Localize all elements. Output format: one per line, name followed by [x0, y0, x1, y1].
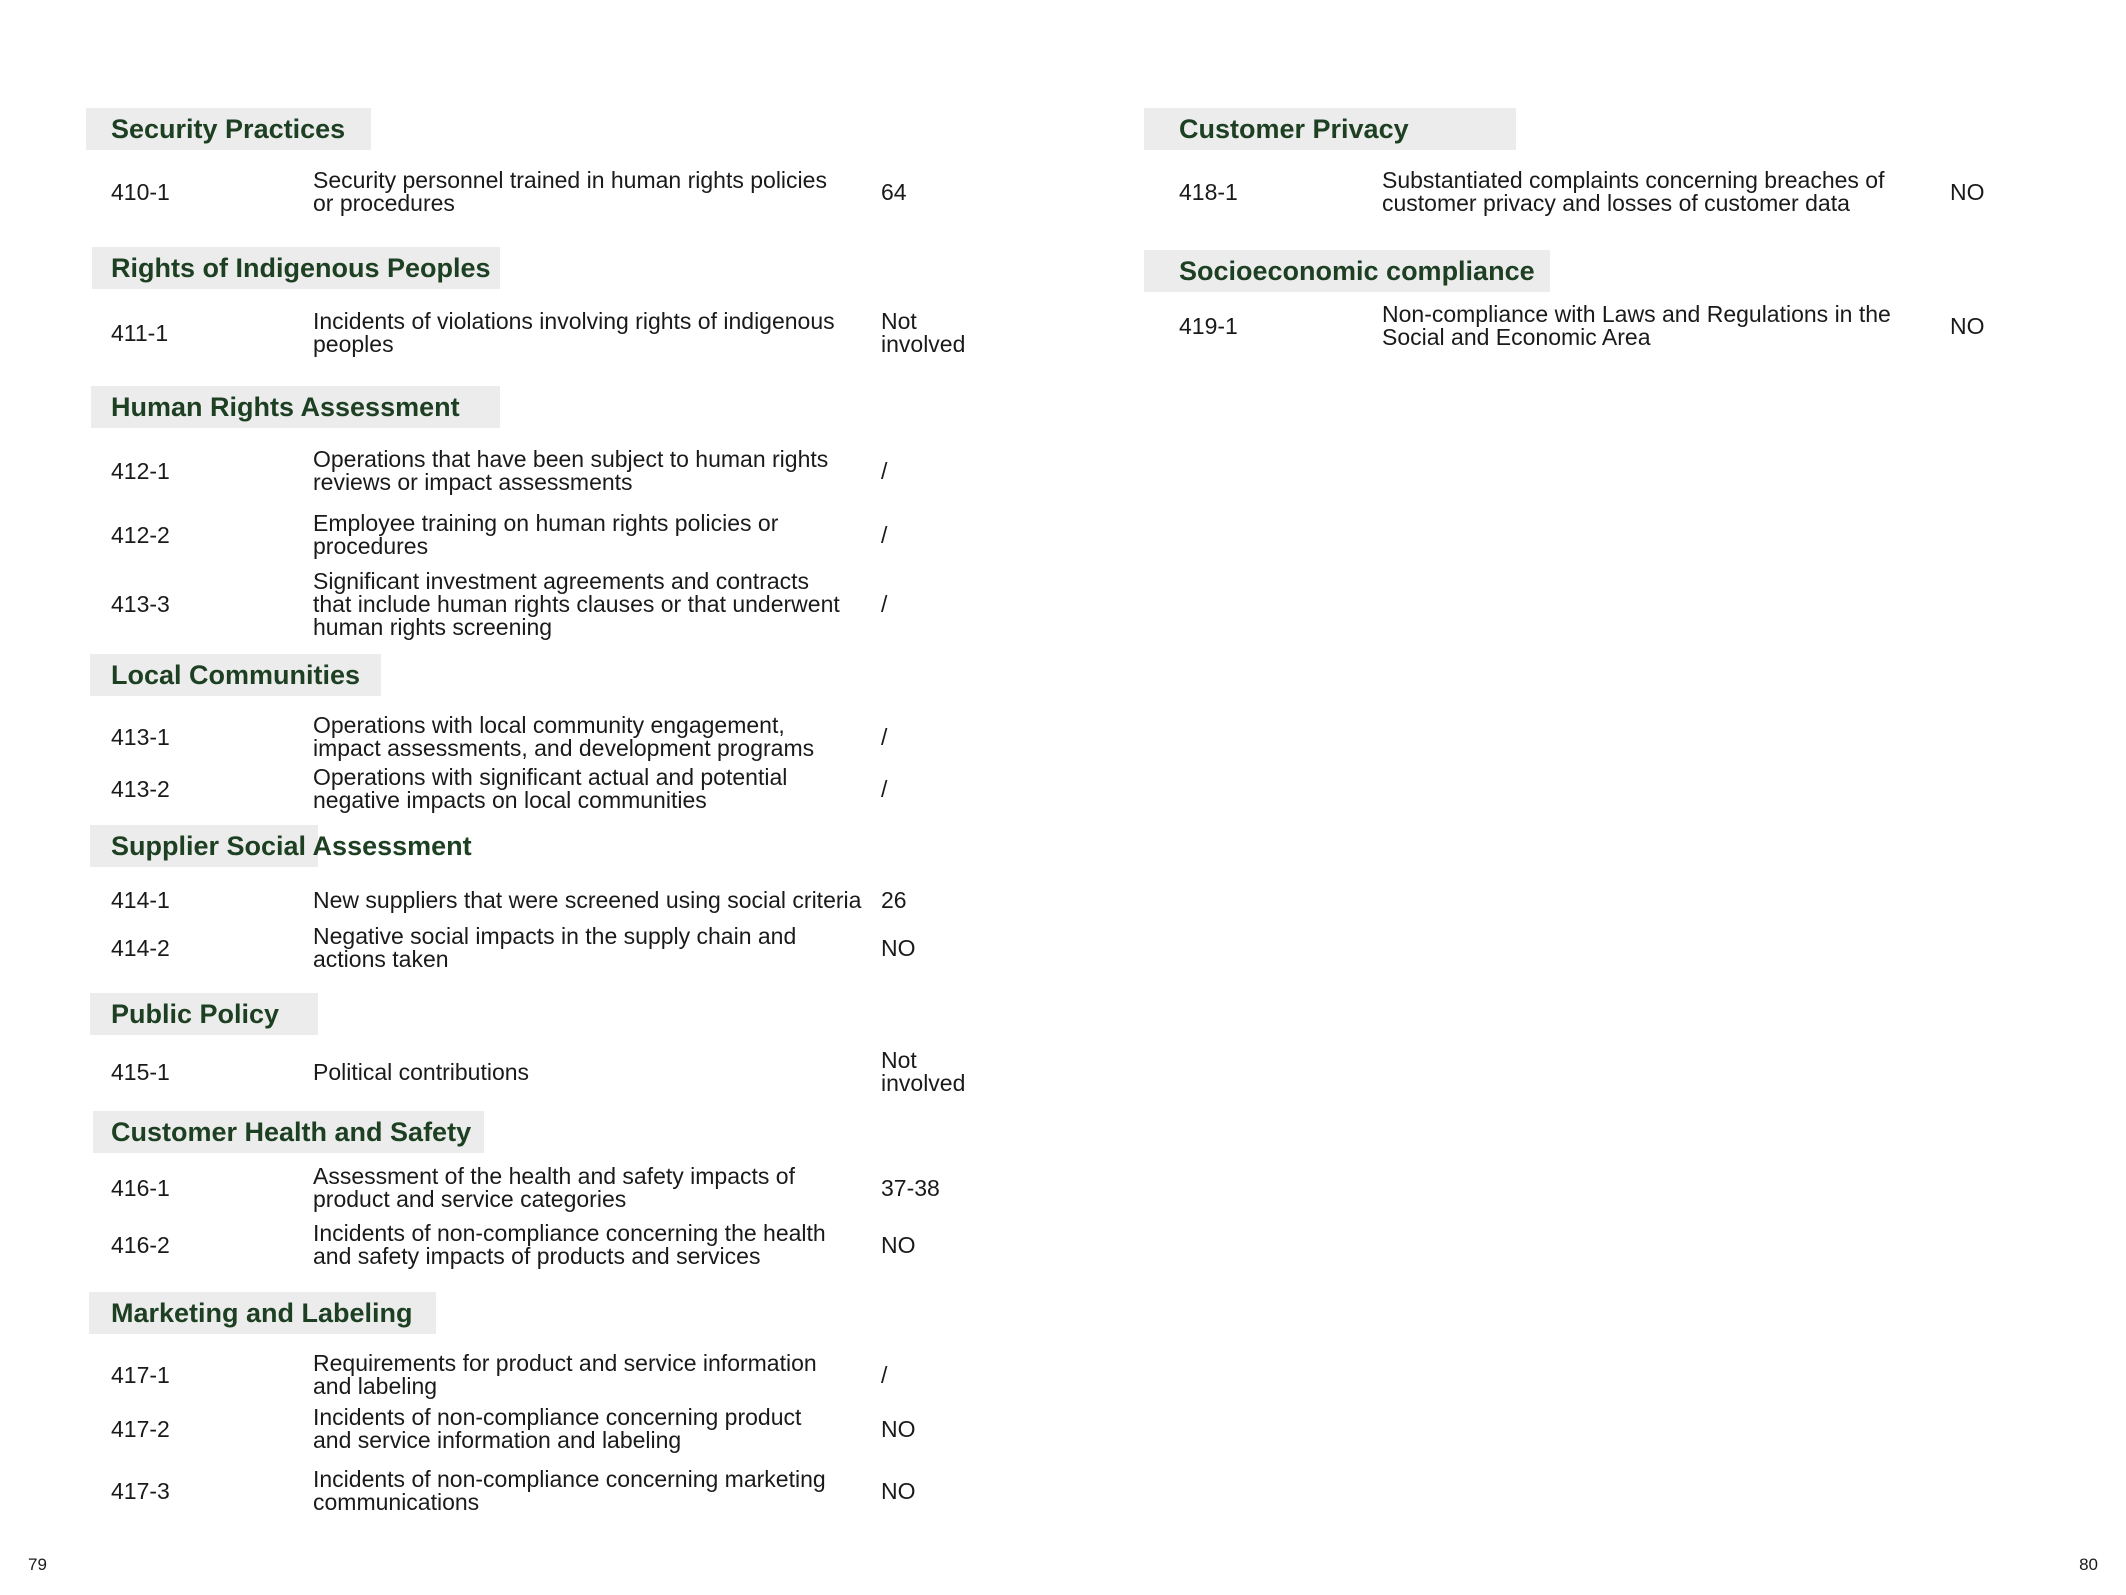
disclosure-description: Incidents of violations involving rights of indigenous peoples [313, 308, 835, 357]
section-header [90, 654, 381, 696]
disclosure-code: 413-2 [111, 775, 170, 802]
disclosure-description: Security personnel trained in human rights policies or procedures [313, 167, 827, 216]
disclosure-description: Incidents of non-compliance concerning product and service information and labeling [313, 1404, 802, 1453]
disclosure-description: New suppliers that were screened using social criteria [313, 886, 862, 913]
section-header [1144, 108, 1516, 150]
section-title: Security Practices [111, 113, 346, 144]
disclosure-code: 416-2 [111, 1231, 170, 1258]
section-header [90, 993, 318, 1035]
disclosure-description: Significant investment agreements and contracts that include human rights clauses or that underwent human rights screening [313, 567, 840, 640]
section-title: Customer Privacy [1179, 113, 1409, 144]
disclosure-value: Not involved [881, 308, 966, 357]
disclosure-code: 412-2 [111, 521, 170, 548]
disclosure-code: 417-2 [111, 1415, 170, 1442]
disclosure-value: 64 [881, 178, 907, 205]
section-header [92, 247, 500, 289]
section-header [89, 1292, 436, 1334]
disclosure-description: Assessment of the health and safety impacts of product and service categories [313, 1163, 795, 1212]
disclosure-value: / [881, 457, 888, 484]
disclosure-code: 413-3 [111, 590, 170, 617]
disclosure-description: Operations with significant actual and potential negative impacts on local communities [313, 764, 788, 813]
disclosure-code: 411-1 [111, 319, 169, 346]
section-header [93, 1111, 484, 1153]
disclosure-code: 418-1 [1179, 178, 1238, 205]
disclosure-value: / [881, 521, 888, 548]
section-title: Local Communities [111, 659, 361, 690]
disclosure-description: Substantiated complaints concerning breaches of customer privacy and losses of customer data [1382, 167, 1885, 216]
disclosure-value: NO [881, 1477, 916, 1504]
disclosure-description: Political contributions [313, 1058, 530, 1085]
section-header [86, 108, 371, 150]
disclosure-value: NO [881, 934, 916, 961]
disclosure-value: / [881, 1361, 888, 1388]
disclosure-code: 417-1 [111, 1361, 170, 1388]
section-title: Rights of Indigenous Peoples [111, 252, 491, 283]
section-header [1144, 250, 1550, 292]
disclosure-description: Requirements for product and service information and labeling [313, 1350, 817, 1399]
disclosure-description: Operations that have been subject to human rights reviews or impact assessments [313, 446, 829, 495]
page-number-right: 80 [2079, 1555, 2098, 1574]
disclosure-value: / [881, 590, 888, 617]
disclosure-code: 419-1 [1179, 312, 1238, 339]
section-title: Public Policy [111, 998, 280, 1029]
disclosure-value: / [881, 775, 888, 802]
disclosure-code: 410-1 [111, 178, 170, 205]
section-header [91, 386, 500, 428]
disclosure-code: 415-1 [111, 1058, 170, 1085]
disclosure-description: Negative social impacts in the supply chain and actions taken [313, 923, 797, 972]
disclosure-code: 412-1 [111, 457, 170, 484]
disclosure-value: Not involved [881, 1047, 966, 1096]
disclosure-value: NO [881, 1415, 916, 1442]
section-title: Marketing and Labeling [111, 1297, 413, 1328]
section-header [90, 825, 472, 867]
disclosure-description: Incidents of non-compliance concerning the health and safety impacts of products and services [313, 1220, 826, 1269]
disclosure-code: 416-1 [111, 1174, 170, 1201]
disclosure-value: NO [1950, 178, 1985, 205]
page-number-left: 79 [28, 1555, 47, 1574]
section-title: Supplier Social Assessment [111, 830, 472, 861]
disclosure-code: 414-2 [111, 934, 170, 961]
disclosure-value: 26 [881, 886, 907, 913]
disclosure-value: / [881, 723, 888, 750]
disclosure-description: Incidents of non-compliance concerning marketing communications [313, 1466, 826, 1515]
disclosure-description: Non-compliance with Laws and Regulations in the Social and Economic Area [1382, 301, 1891, 350]
disclosure-value: NO [881, 1231, 916, 1258]
section-title: Socioeconomic compliance [1179, 255, 1535, 286]
disclosure-code: 417-3 [111, 1477, 170, 1504]
disclosure-code: 414-1 [111, 886, 170, 913]
disclosure-code: 413-1 [111, 723, 170, 750]
disclosure-description: Employee training on human rights policies or procedures [313, 510, 779, 559]
section-title: Human Rights Assessment [111, 391, 460, 422]
disclosure-value: 37-38 [881, 1174, 940, 1201]
disclosure-value: NO [1950, 312, 1985, 339]
disclosure-description: Operations with local community engagement, impact assessments, and development programs [313, 712, 815, 761]
section-title: Customer Health and Safety [111, 1116, 472, 1147]
